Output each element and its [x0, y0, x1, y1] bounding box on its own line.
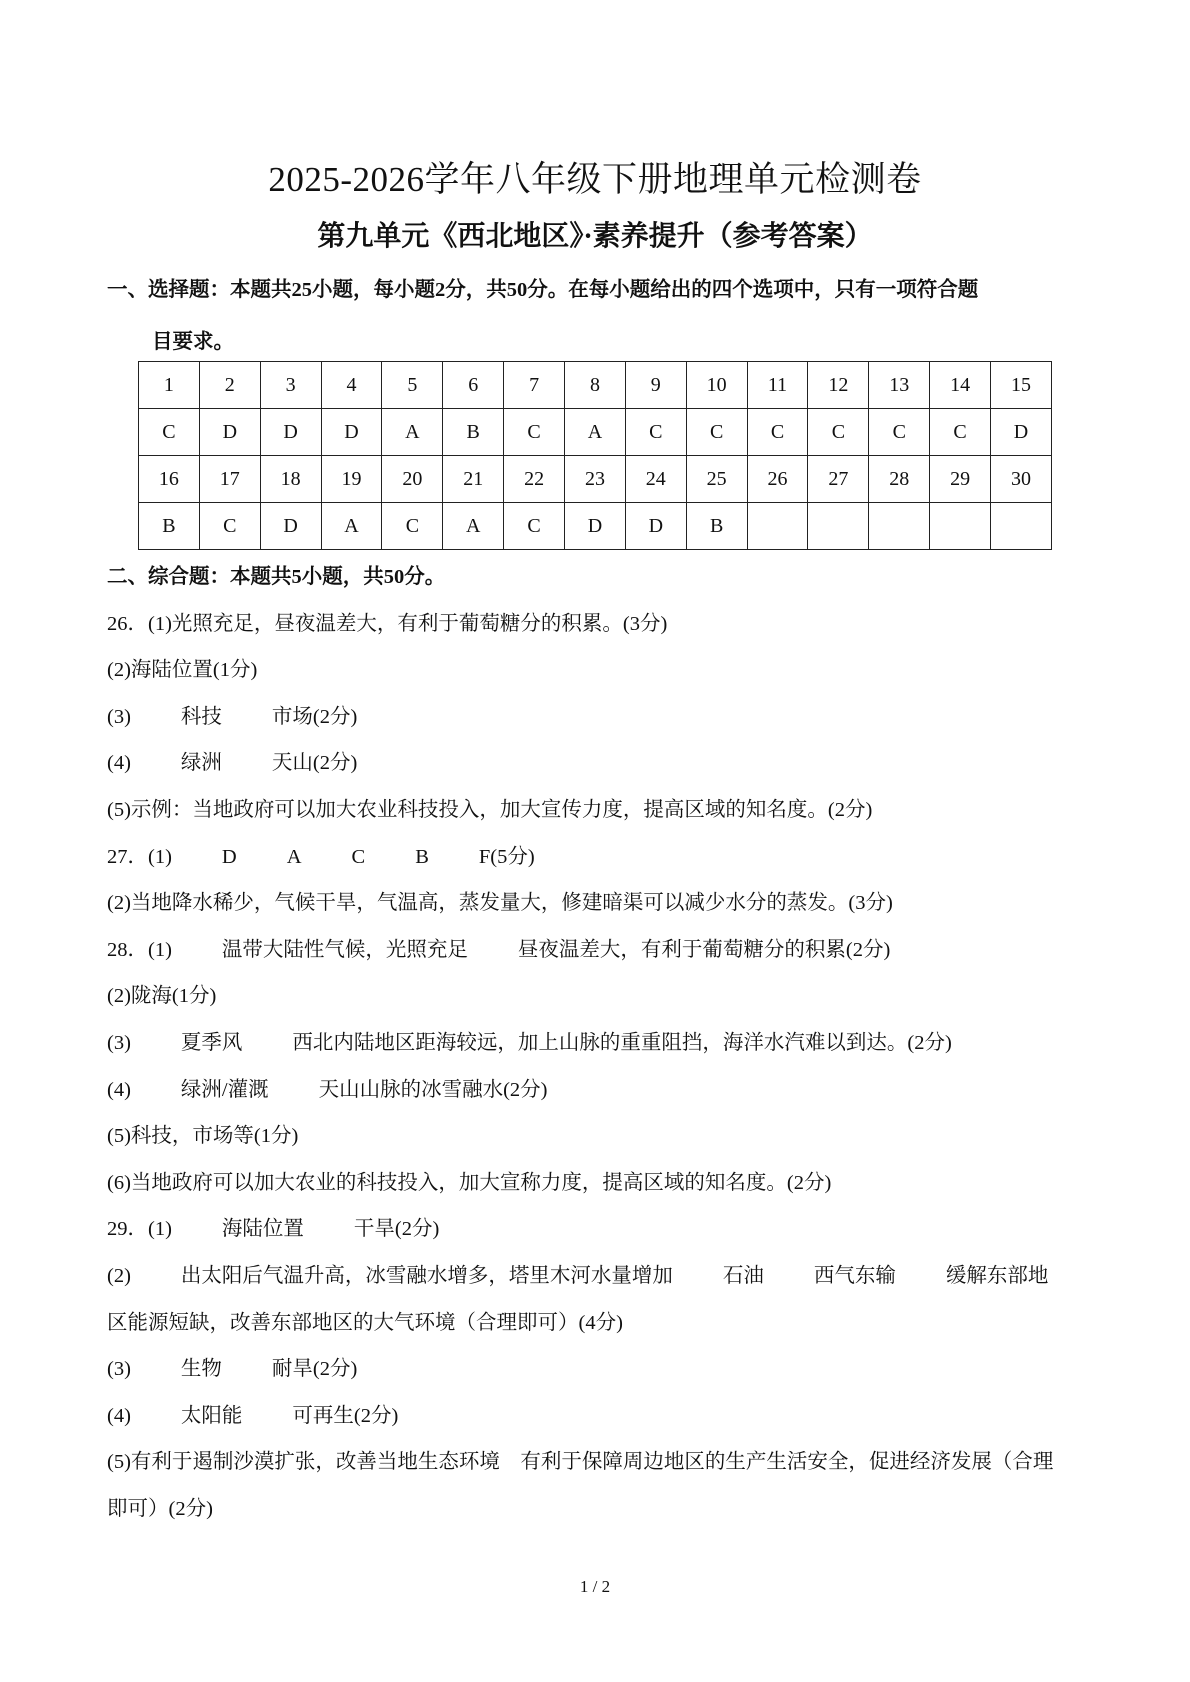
- answer-segment: A: [286, 845, 302, 868]
- answer-cell: C: [808, 409, 869, 456]
- answer-cell: [930, 503, 991, 550]
- answer-line: [107, 1300, 1097, 1347]
- answer-line: [107, 880, 1097, 927]
- answer-segment: 29．(1): [107, 1218, 172, 1241]
- answer-cell: C: [686, 409, 747, 456]
- answer-segment: 干旱(2分): [353, 1218, 440, 1241]
- page-number: 1 / 2: [579, 1577, 611, 1596]
- answer-line: [107, 1346, 1097, 1393]
- answer-segment: 夏季风: [180, 1031, 243, 1054]
- question-number-cell: 3: [260, 362, 321, 409]
- answer-segment: 太阳能: [180, 1404, 243, 1427]
- document-subtitle: 第九单元《西北地区》·素养提升（参考答案）: [317, 221, 873, 252]
- answer-line: [107, 1486, 1097, 1533]
- answer-line: [107, 1206, 1097, 1253]
- question-number-cell: 7: [504, 362, 565, 409]
- answer-cell: D: [565, 503, 626, 550]
- answer-cell: [991, 503, 1052, 550]
- answer-segment: 区能源短缺，改善东部地区的大气环境（合理即可）(4分): [107, 1311, 623, 1334]
- answer-segment: (5)有利于遏制沙漠扩张，改善当地生态环境 有利于保障周边地区的生产生活安全，促进经济发展（合理: [107, 1451, 1054, 1474]
- answer-segment: 绿洲/灌溉: [180, 1078, 269, 1101]
- answer-segment: (4): [107, 1404, 131, 1427]
- answer-segment: 26．(1)光照充足，昼夜温差大，有利于葡萄糖分的积累。(3分): [107, 612, 668, 635]
- question-number-cell: 15: [991, 362, 1052, 409]
- question-number-cell: 6: [443, 362, 504, 409]
- answer-line: [107, 1020, 1097, 1067]
- answer-cell: C: [747, 409, 808, 456]
- answer-segment: 即可）(2分): [107, 1497, 213, 1520]
- question-number-cell: 28: [869, 456, 930, 503]
- answer-segment: 绿洲: [180, 752, 222, 775]
- answer-cell: A: [321, 503, 382, 550]
- question-number-cell: 11: [747, 362, 808, 409]
- answer-line: [107, 787, 1097, 834]
- answer-segment: (3): [107, 1358, 131, 1381]
- answer-cell: A: [382, 409, 443, 456]
- answer-cell: C: [382, 503, 443, 550]
- answer-cell: C: [199, 503, 260, 550]
- question-number-cell: 20: [382, 456, 443, 503]
- answer-row: [139, 503, 1052, 550]
- question-number-cell: 24: [625, 456, 686, 503]
- question-number-cell: 21: [443, 456, 504, 503]
- answer-segment: 27．(1): [107, 845, 172, 868]
- answer-cell: [747, 503, 808, 550]
- answer-segment: 二、综合题：本题共5小题，共50分。: [107, 566, 446, 588]
- answer-line: [107, 1393, 1097, 1440]
- section2-heading: [107, 554, 1097, 601]
- answer-segment: (4): [107, 752, 131, 775]
- question-number-cell: 16: [139, 456, 200, 503]
- answer-cell: A: [443, 503, 504, 550]
- answer-segment: (4): [107, 1078, 131, 1101]
- question-number-cell: 25: [686, 456, 747, 503]
- question-number-cell: 5: [382, 362, 443, 409]
- answer-segment: 生物: [180, 1358, 222, 1381]
- answer-table: [138, 361, 1052, 550]
- answer-segment: C: [351, 845, 366, 868]
- answer-segment: (6)当地政府可以加大农业的科技投入，加大宣称力度，提高区域的知名度。(2分): [107, 1171, 832, 1194]
- answer-segment: 昼夜温差大，有利于葡萄糖分的积累(2分): [517, 938, 891, 961]
- answer-cell: B: [686, 503, 747, 550]
- answer-line: [107, 1113, 1097, 1160]
- document-title: 2025-2026学年八年级下册地理单元检测卷: [268, 160, 922, 199]
- question-number-row: [139, 362, 1052, 409]
- answer-line: [107, 1439, 1097, 1486]
- answer-cell: C: [504, 503, 565, 550]
- answer-cell: D: [260, 409, 321, 456]
- answer-segment: (2)陇海(1分): [107, 985, 217, 1008]
- answer-line: [107, 1160, 1097, 1207]
- answer-segment: 海陆位置: [221, 1218, 304, 1241]
- question-number-cell: 12: [808, 362, 869, 409]
- answer-segment: 28．(1): [107, 938, 172, 961]
- answer-cell: C: [139, 409, 200, 456]
- question-number-cell: 2: [199, 362, 260, 409]
- answer-line: [107, 647, 1097, 694]
- question-number-cell: 29: [930, 456, 991, 503]
- answer-segment: 市场(2分): [271, 705, 358, 728]
- answer-segment: 出太阳后气温升高，冰雪融水增多，塔里木河水量增加: [180, 1264, 673, 1287]
- answer-segment: D: [221, 845, 237, 868]
- answer-line: [107, 1067, 1097, 1114]
- answer-cell: B: [139, 503, 200, 550]
- answer-segment: 石油: [722, 1264, 764, 1287]
- answer-line: [107, 601, 1097, 648]
- answer-cell: D: [260, 503, 321, 550]
- question-number-cell: 26: [747, 456, 808, 503]
- question-number-cell: 4: [321, 362, 382, 409]
- answer-segment: (3): [107, 705, 131, 728]
- answer-cell: [869, 503, 930, 550]
- answer-segment: 科技: [180, 705, 222, 728]
- answer-line: [107, 740, 1097, 787]
- answer-line: [107, 1253, 1097, 1300]
- answer-segment: 西气东输: [813, 1264, 896, 1287]
- answer-cell: A: [565, 409, 626, 456]
- answer-line: [107, 694, 1097, 741]
- section1-heading: 一、选择题：本题共25小题，每小题2分，共50分。在每小题给出的四个选项中，只有一项符合题: [107, 279, 979, 301]
- answer-segment: F(5分): [478, 845, 535, 868]
- answer-segment: B: [415, 845, 429, 868]
- question-number-cell: 27: [808, 456, 869, 503]
- answer-cell: D: [991, 409, 1052, 456]
- question-number-row: [139, 456, 1052, 503]
- answer-cell: B: [443, 409, 504, 456]
- answer-segment: 西北内陆地区距海较远，加上山脉的重重阻挡，海洋水汽难以到达。(2分): [292, 1031, 952, 1054]
- answer-row: [139, 409, 1052, 456]
- question-number-cell: 13: [869, 362, 930, 409]
- question-number-cell: 18: [260, 456, 321, 503]
- question-number-cell: 22: [504, 456, 565, 503]
- question-number-cell: 9: [625, 362, 686, 409]
- answer-segment: (5)示例：当地政府可以加大农业科技投入，加大宣传力度，提高区域的知名度。(2分): [107, 798, 873, 821]
- answer-line: [107, 973, 1097, 1020]
- answer-segment: 天山(2分): [271, 752, 358, 775]
- answer-cell: C: [504, 409, 565, 456]
- answer-cell: C: [930, 409, 991, 456]
- answer-cell: D: [321, 409, 382, 456]
- answer-segment: (5)科技，市场等(1分): [107, 1125, 299, 1148]
- question-number-cell: 17: [199, 456, 260, 503]
- answer-cell: C: [869, 409, 930, 456]
- question-number-cell: 1: [139, 362, 200, 409]
- answer-segment: 温带大陆性气候，光照充足: [221, 938, 468, 961]
- question-number-cell: 8: [565, 362, 626, 409]
- question-number-cell: 10: [686, 362, 747, 409]
- answer-segment: (2): [107, 1264, 131, 1287]
- question-number-cell: 30: [991, 456, 1052, 503]
- answer-cell: [808, 503, 869, 550]
- section1-heading-cont: 目要求。: [152, 331, 234, 353]
- section2-answers: [107, 554, 1097, 1532]
- answer-line: [107, 834, 1097, 881]
- answer-cell: C: [625, 409, 686, 456]
- answer-segment: 可再生(2分): [292, 1404, 399, 1427]
- answer-segment: 耐旱(2分): [271, 1358, 358, 1381]
- answer-segment: (3): [107, 1031, 131, 1054]
- answer-segment: 天山山脉的冰雪融水(2分): [318, 1078, 548, 1101]
- answer-segment: (2)当地降水稀少，气候干旱，气温高，蒸发量大，修建暗渠可以减少水分的蒸发。(3分): [107, 892, 893, 915]
- answer-segment: (2)海陆位置(1分): [107, 659, 258, 682]
- answer-cell: D: [199, 409, 260, 456]
- question-number-cell: 19: [321, 456, 382, 503]
- answer-segment: 缓解东部地: [945, 1264, 1049, 1287]
- answer-cell: D: [625, 503, 686, 550]
- question-number-cell: 23: [565, 456, 626, 503]
- question-number-cell: 14: [930, 362, 991, 409]
- answer-line: [107, 927, 1097, 974]
